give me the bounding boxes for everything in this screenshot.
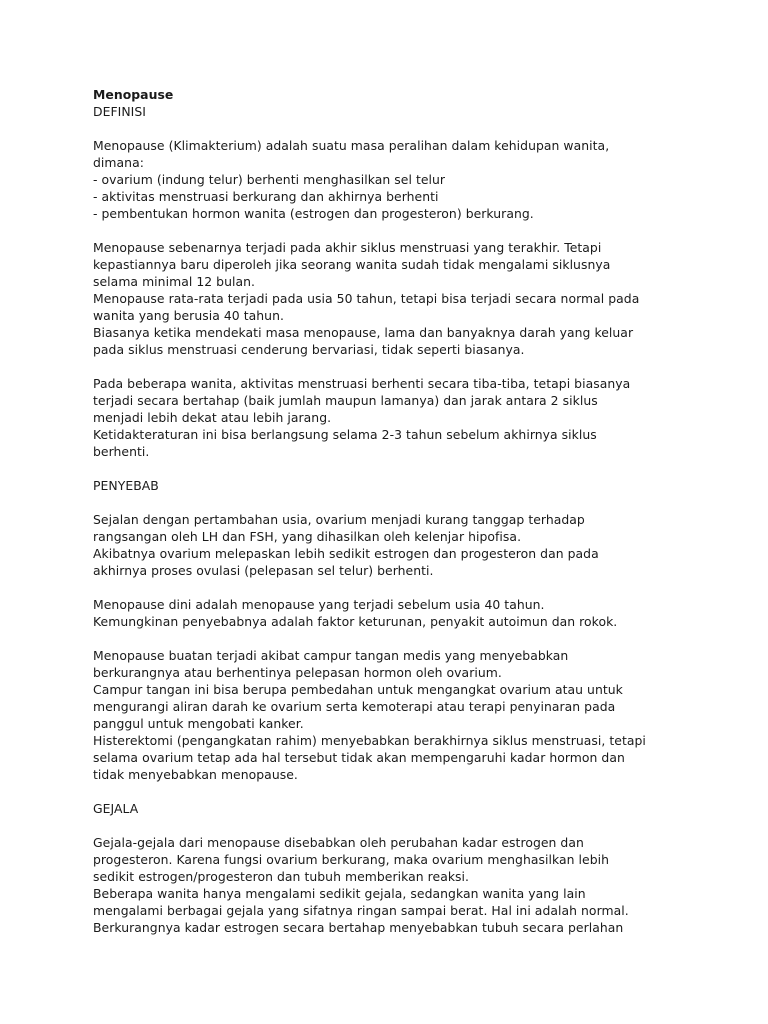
- paragraph: [93, 647, 693, 783]
- paragraph: [93, 375, 693, 460]
- text-line: Gejala-gejala dari menopause disebabkan oleh perubahan kadar estrogen dan: [93, 835, 584, 850]
- text-line: - aktivitas menstruasi berkurang dan akhirnya berhenti: [93, 189, 439, 204]
- text-line: berkurangnya atau berhentinya pelepasan hormon oleh ovarium.: [93, 665, 502, 680]
- section-heading-block: [93, 477, 693, 494]
- text-line: Akibatnya ovarium melepaskan lebih sedikit estrogen dan progesteron dan pada: [93, 546, 599, 561]
- text-line: wanita yang berusia 40 tahun.: [93, 308, 284, 323]
- text-line: Beberapa wanita hanya mengalami sedikit gejala, sedangkan wanita yang lain: [93, 886, 586, 901]
- text-line: kepastiannya baru diperoleh jika seorang wanita sudah tidak mengalami siklusnya: [93, 257, 611, 272]
- text-line: Pada beberapa wanita, aktivitas menstruasi berhenti secara tiba-tiba, tetapi biasanya: [93, 376, 631, 391]
- paragraph: [93, 239, 693, 358]
- text-line: - pembentukan hormon wanita (estrogen dan progesteron) berkurang.: [93, 206, 534, 221]
- text-line: Biasanya ketika mendekati masa menopause, lama dan banyaknya darah yang keluar: [93, 325, 634, 340]
- document-title: Menopause: [93, 87, 174, 102]
- text-line: Ketidakteraturan ini bisa berlangsung selama 2-3 tahun sebelum akhirnya siklus: [93, 427, 597, 442]
- text-line: pada siklus menstruasi cenderung bervariasi, tidak seperti biasanya.: [93, 342, 525, 357]
- text-line: Campur tangan ini bisa berupa pembedahan untuk mengangkat ovarium atau untuk: [93, 682, 623, 697]
- section-heading: DEFINISI: [93, 104, 146, 119]
- text-line: Menopause buatan terjadi akibat campur tangan medis yang menyebabkan: [93, 648, 569, 663]
- text-line: dimana:: [93, 155, 144, 170]
- text-line: selama ovarium tetap ada hal tersebut tidak akan mempengaruhi kadar hormon dan: [93, 750, 625, 765]
- text-line: - ovarium (indung telur) berhenti menghasilkan sel telur: [93, 172, 446, 187]
- section-heading: GEJALA: [93, 801, 139, 816]
- section-heading: PENYEBAB: [93, 478, 159, 493]
- text-line: Kemungkinan penyebabnya adalah faktor keturunan, penyakit autoimun dan rokok.: [93, 614, 618, 629]
- text-line: rangsangan oleh LH dan FSH, yang dihasilkan oleh kelenjar hipofisa.: [93, 529, 522, 544]
- text-line: Menopause rata-rata terjadi pada usia 50 tahun, tetapi bisa terjadi secara normal pada: [93, 291, 640, 306]
- text-line: menjadi lebih dekat atau lebih jarang.: [93, 410, 332, 425]
- text-line: mengurangi aliran darah ke ovarium serta kemoterapi atau terapi penyinaran pada: [93, 699, 616, 714]
- text-line: Berkurangnya kadar estrogen secara bertahap menyebabkan tubuh secara perlahan: [93, 920, 624, 935]
- text-line: terjadi secara bertahap (baik jumlah maupun lamanya) dan jarak antara 2 siklus: [93, 393, 598, 408]
- title-block: [93, 86, 693, 103]
- text-line: sedikit estrogen/progesteron dan tubuh memberikan reaksi.: [93, 869, 470, 884]
- paragraph: [93, 834, 693, 936]
- text-line: Menopause (Klimakterium) adalah suatu masa peralihan dalam kehidupan wanita,: [93, 138, 610, 153]
- paragraph: [93, 511, 693, 579]
- text-line: panggul untuk mengobati kanker.: [93, 716, 304, 731]
- text-line: progesteron. Karena fungsi ovarium berkurang, maka ovarium menghasilkan lebih: [93, 852, 610, 867]
- text-line: selama minimal 12 bulan.: [93, 274, 256, 289]
- section-heading-block: [93, 800, 693, 817]
- section-heading-block: [93, 103, 693, 120]
- paragraph: [93, 137, 693, 222]
- sections-container: [93, 103, 693, 936]
- text-line: berhenti.: [93, 444, 150, 459]
- text-line: tidak menyebabkan menopause.: [93, 767, 298, 782]
- paragraph: [93, 596, 693, 630]
- text-line: Sejalan dengan pertambahan usia, ovarium menjadi kurang tanggap terhadap: [93, 512, 585, 527]
- text-line: Histerektomi (pengangkatan rahim) menyebabkan berakhirnya siklus menstruasi, tetapi: [93, 733, 646, 748]
- text-line: mengalami berbagai gejala yang sifatnya ringan sampai berat. Hal ini adalah normal.: [93, 903, 629, 918]
- document-body: [93, 86, 693, 953]
- text-line: Menopause sebenarnya terjadi pada akhir siklus menstruasi yang terakhir. Tetapi: [93, 240, 602, 255]
- text-line: Menopause dini adalah menopause yang terjadi sebelum usia 40 tahun.: [93, 597, 545, 612]
- text-line: akhirnya proses ovulasi (pelepasan sel telur) berhenti.: [93, 563, 434, 578]
